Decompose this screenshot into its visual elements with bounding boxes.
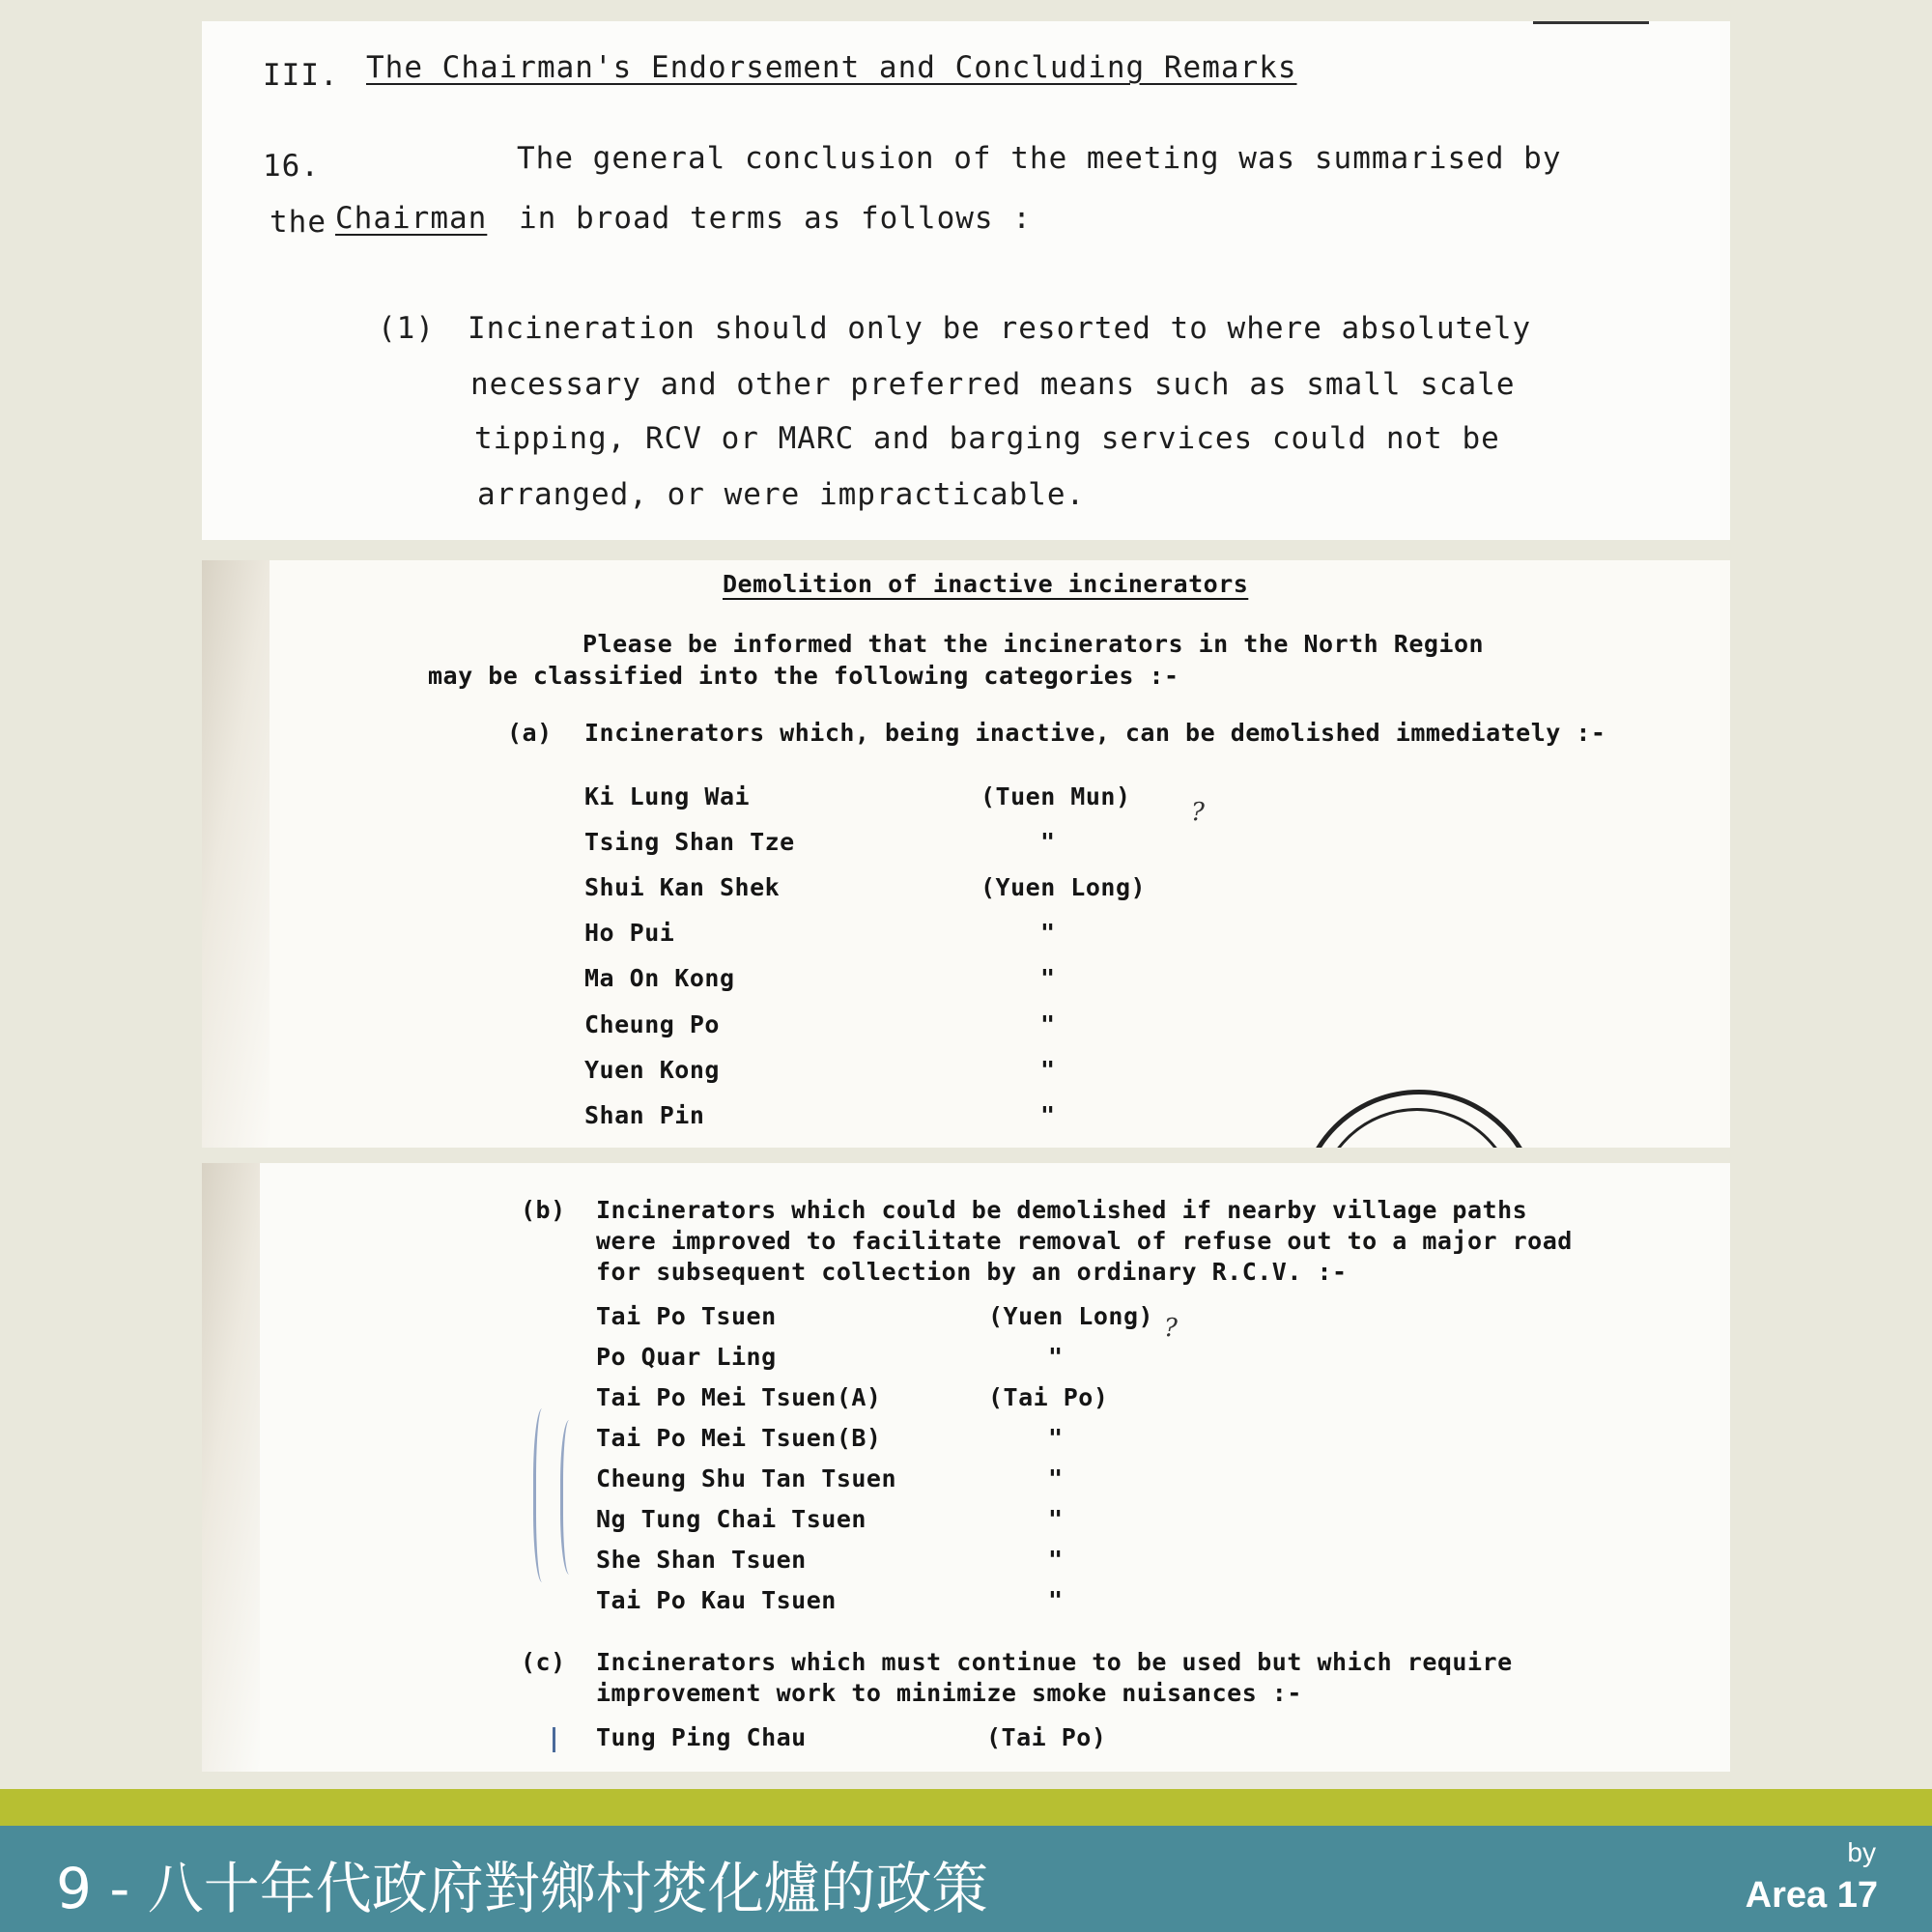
- document-excerpt-3: [202, 1163, 1730, 1772]
- section-title: The Chairman's Endorsement and Concluding Remarks: [366, 50, 1297, 85]
- incinerator-name: Yuen Kong: [584, 1056, 720, 1084]
- incinerator-name: Ki Lung Wai: [584, 782, 751, 810]
- district-ditto: ": [1040, 919, 1056, 947]
- category-label: (a): [507, 719, 553, 747]
- section-number: III.: [263, 58, 339, 93]
- item-line: necessary and other preferred means such as small scale: [470, 367, 1516, 402]
- incinerator-name: She Shan Tsuen: [596, 1546, 807, 1574]
- district: (Tai Po): [986, 1723, 1107, 1751]
- category-line: for subsequent collection by an ordinary R.C.V. :-: [596, 1258, 1348, 1286]
- district: (Tai Po): [988, 1383, 1109, 1411]
- category-line: improvement work to minimize smoke nuisances :-: [596, 1679, 1302, 1707]
- incinerator-name: Ho Pui: [584, 919, 675, 947]
- handwritten-question-mark: ?: [1191, 798, 1205, 827]
- official-seal-stamp: [1298, 1090, 1540, 1148]
- incinerator-name: Tai Po Mei Tsuen(B): [596, 1424, 882, 1452]
- paragraph-line: The general conclusion of the meeting was summarised by: [517, 141, 1562, 176]
- district-ditto: ": [1040, 1101, 1056, 1129]
- footer-by-label: by: [1847, 1837, 1876, 1867]
- district: (Tuen Mun): [980, 782, 1131, 810]
- district-ditto: ": [1040, 828, 1056, 856]
- intro-line: Please be informed that the incinerators in the North Region: [582, 630, 1485, 658]
- category-label: (b): [521, 1196, 566, 1224]
- page-fold-shadow: [202, 560, 270, 1148]
- district-ditto: ": [1048, 1464, 1064, 1492]
- footer-title: 9 - 八十年代政府對鄉村焚化爐的政策: [56, 1856, 988, 1921]
- district-ditto: ": [1048, 1586, 1064, 1614]
- item-line: tipping, RCV or MARC and barging services could not be: [474, 421, 1500, 456]
- pen-margin-mark: [560, 1420, 582, 1575]
- footer-accent-band: [0, 1789, 1932, 1826]
- district: (Yuen Long): [988, 1302, 1154, 1330]
- incinerator-name: Ng Tung Chai Tsuen: [596, 1505, 867, 1533]
- page-fold-shadow: [202, 1163, 260, 1772]
- category-line: Incinerators which must continue to be used but which require: [596, 1648, 1513, 1676]
- incinerator-name: Tai Po Kau Tsuen: [596, 1586, 837, 1614]
- incinerator-name: Ma On Kong: [584, 964, 735, 992]
- incinerator-name: Shan Pin: [584, 1101, 705, 1129]
- paragraph-line-suffix: in broad terms as follows :: [519, 201, 1032, 236]
- handwritten-question-mark: ?: [1164, 1314, 1178, 1343]
- incinerator-name: Tai Po Tsuen: [596, 1302, 777, 1330]
- pen-tick-mark: [553, 1727, 555, 1752]
- footer-brand: Area 17: [1745, 1875, 1878, 1916]
- item-number: (1): [378, 311, 435, 346]
- section-heading: Demolition of inactive incinerators: [723, 570, 1249, 598]
- district-ditto: ": [1040, 1056, 1056, 1084]
- chairman-word: Chairman: [335, 201, 488, 236]
- margin-rule: [1533, 21, 1649, 24]
- incinerator-name: Cheung Shu Tan Tsuen: [596, 1464, 897, 1492]
- item-line: Incineration should only be resorted to where absolutely: [468, 311, 1532, 346]
- district-ditto: ": [1048, 1424, 1064, 1452]
- incinerator-name: Tung Ping Chau: [596, 1723, 807, 1751]
- document-excerpt-2: [202, 560, 1730, 1148]
- incinerator-name: Cheung Po: [584, 1010, 720, 1038]
- paragraph-line-prefix: the: [270, 205, 327, 240]
- paragraph-number: 16.: [263, 149, 320, 184]
- district-ditto: ": [1048, 1343, 1064, 1371]
- item-line: arranged, or were impracticable.: [477, 477, 1086, 512]
- pen-margin-mark: [533, 1408, 555, 1582]
- category-line: Incinerators which could be demolished if nearby village paths: [596, 1196, 1528, 1224]
- intro-line: may be classified into the following categories :-: [428, 662, 1179, 690]
- district-ditto: ": [1048, 1546, 1064, 1574]
- category-label: (c): [521, 1648, 566, 1676]
- incinerator-name: Tai Po Mei Tsuen(A): [596, 1383, 882, 1411]
- district-ditto: ": [1048, 1505, 1064, 1533]
- document-excerpt-1: [202, 21, 1730, 540]
- category-line: were improved to facilitate removal of refuse out to a major road: [596, 1227, 1573, 1255]
- district: (Yuen Long): [980, 873, 1147, 901]
- district-ditto: ": [1040, 1010, 1056, 1038]
- incinerator-name: Shui Kan Shek: [584, 873, 781, 901]
- district-ditto: ": [1040, 964, 1056, 992]
- incinerator-name: Po Quar Ling: [596, 1343, 777, 1371]
- category-text: Incinerators which, being inactive, can be demolished immediately :-: [584, 719, 1606, 747]
- incinerator-name: Tsing Shan Tze: [584, 828, 795, 856]
